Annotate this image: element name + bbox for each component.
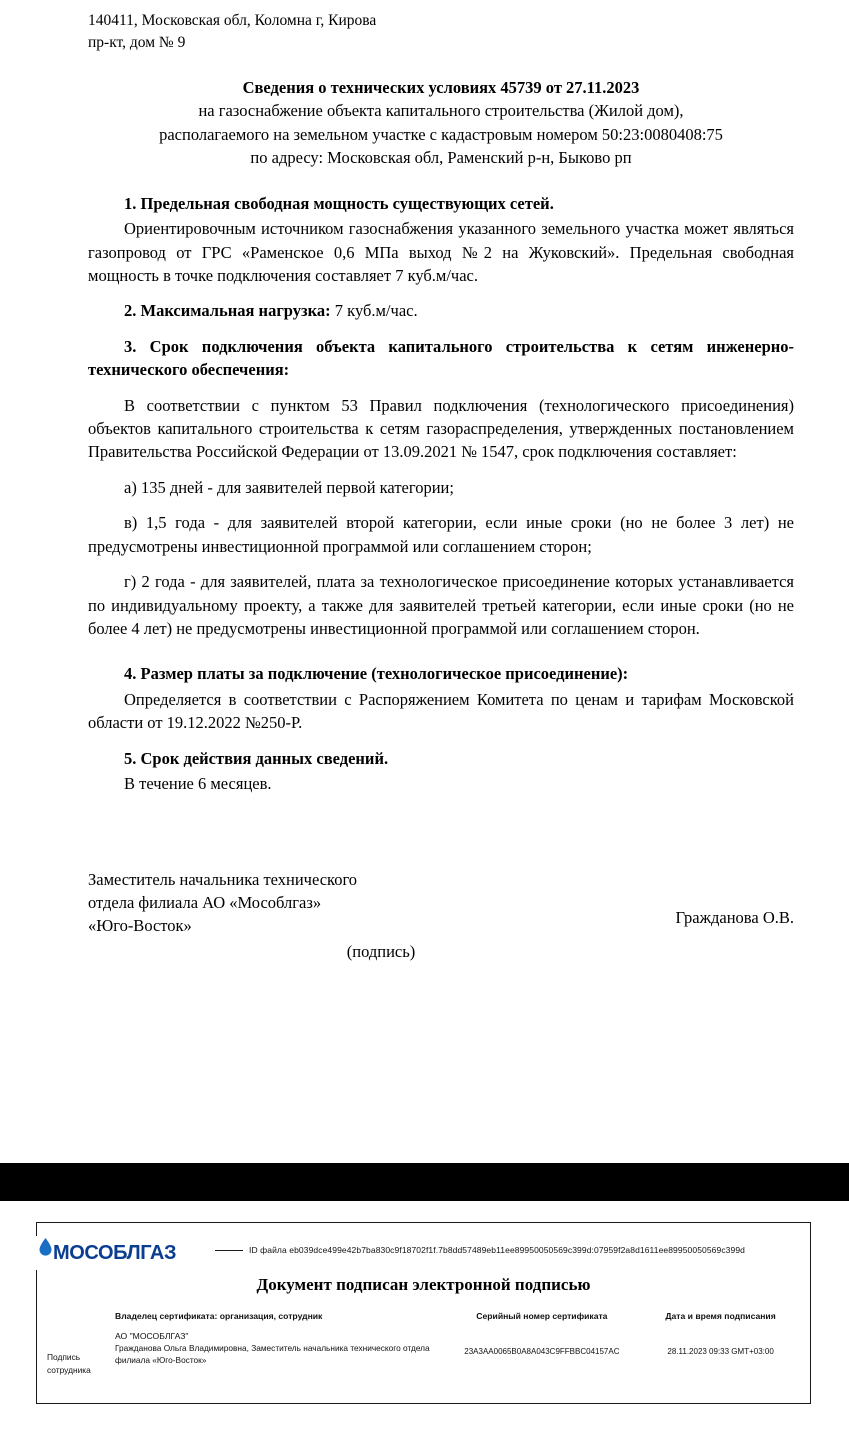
section-2-heading-text: 2. Максимальная нагрузка:: [124, 301, 331, 321]
address-line-1: 140411, Московская обл, Коломна г, Кирова: [88, 12, 377, 29]
subtitle-line-1: на газоснабжение объекта капитального строительства (Жилой дом),: [198, 101, 684, 121]
owner-organization: АО "МОСОБЛГАЗ": [115, 1331, 189, 1341]
section-5-heading: [88, 747, 794, 770]
certificate-serial: 23A3AA0065B0A8A043C9FFBBC04157AC: [464, 1347, 620, 1356]
signer-position-line-2: отдела филиала АО «Мособлгаз»: [88, 892, 322, 912]
section-4-heading-text: 4. Размер платы за подключение (технологическое присоединение):: [124, 664, 629, 684]
section-3-heading-text: 3. Срок подключения объекта капитального строительства к сетям инженерно-технического обеспечения:: [88, 336, 794, 380]
gas-drop-icon: [39, 1238, 52, 1256]
signature-caption: (подпись): [346, 941, 416, 961]
logo-text: МОСОБЛГАЗ: [53, 1241, 177, 1264]
stamp-table-header: [112, 1311, 800, 1321]
section-2: [88, 299, 794, 322]
column-header-serial: Серийный номер сертификата: [476, 1311, 608, 1321]
owner-person: Гражданова Ольга Владимировна, Заместитель начальника технического отдела филиала «Юго-Восток»: [115, 1343, 430, 1366]
file-id-text: ID файла eb039dce499e42b7ba830c9f18702f1f.7b8dd57489eb11ee89950050569c399d:07959f2a8d1611ee89950050569c399d: [249, 1245, 745, 1255]
employee-signature-label-line-1: Подпись: [47, 1352, 81, 1362]
section-5-body: В течение 6 месяцев.: [124, 774, 272, 794]
signed-datetime: 28.11.2023 09:33 GMT+03:00: [667, 1347, 774, 1356]
section-3-item-1: а) 135 дней - для заявителей первой категории;: [124, 477, 454, 497]
file-id-line: [215, 1245, 802, 1255]
mosoblgaz-logo: [35, 1236, 233, 1270]
address-header: [88, 10, 794, 54]
section-3-heading: [88, 335, 794, 382]
section-5-heading-text: 5. Срок действия данных сведений.: [124, 748, 389, 768]
signer-position-line-3: «Юго-Восток»: [88, 916, 192, 936]
employee-signature-label: [47, 1351, 91, 1376]
column-header-owner: Владелец сертификата: организация, сотрудник: [115, 1311, 323, 1321]
signer-position-line-1: Заместитель начальника технического: [88, 869, 358, 889]
electronic-signature-stamp: [36, 1222, 811, 1404]
subtitle-line-3: по адресу: Московская обл, Раменский р-н, Быково рп: [250, 148, 632, 168]
section-3-item-3: г) 2 года - для заявителей, плата за технологическое присоединение которых устанавливается по индивидуальному проекту, а также для заявителей третьей категории, если иные сроки (но не более 4 лет) не предусмотрены инвестиционной программой или соглашением сторон.: [88, 572, 794, 639]
section-4-heading: [88, 662, 794, 685]
title-block: [88, 76, 794, 170]
subtitle-line-2: располагаемого на земельном участке с кадастровым номером 50:23:0080408:75: [159, 124, 723, 144]
section-2-body: 7 куб.м/час.: [334, 301, 418, 321]
document-title: Сведения о технических условиях 45739 от 27.11.2023: [242, 78, 640, 97]
owner-cell: [112, 1330, 443, 1366]
section-3-body: В соответствии с пунктом 53 Правил подключения (технологического присоединения) объектов капитального строительства к сетям газораспределения, утвержденных постановлением Правительства Российской Федерации от 13.09.2021 № 1547, срок подключения составляет:: [88, 395, 794, 462]
stamp-table-row: [112, 1330, 800, 1366]
section-1-heading: [88, 192, 794, 215]
section-1-heading-text: 1. Предельная свободная мощность существующих сетей.: [124, 193, 554, 213]
section-1-body: Ориентировочным источником газоснабжения указанного земельного участка может являться газопровод от ГРС «Раменское 0,6 МПа выход №2 на Жуковский». Предельная свободная мощность в точке подключения составляет 7 куб.м/час.: [88, 219, 794, 285]
section-3-item-2: в) 1,5 года - для заявителей второй категории, если иные сроки (но не более 3 лет) не предусмотрены инвестиционной программой или соглашением сторон;: [88, 513, 794, 556]
column-header-date: Дата и время подписания: [665, 1311, 776, 1321]
stamp-border-box: [36, 1222, 811, 1404]
stamp-title: Документ подписан электронной подписью: [256, 1275, 591, 1294]
signer-name: Гражданова О.В.: [675, 907, 794, 927]
address-line-2: пр-кт, дом № 9: [88, 34, 186, 51]
employee-signature-label-line-2: сотрудника: [47, 1364, 91, 1375]
page-separator-bar: [0, 1163, 849, 1201]
stamp-table: [112, 1311, 800, 1366]
signer-position: [88, 868, 418, 938]
id-rule: [215, 1250, 243, 1251]
section-4-body: Определяется в соответствии с Распоряжением Комитета по ценам и тарифам Московской области от 19.12.2022 №250-Р.: [88, 689, 794, 733]
signature-block: [88, 868, 794, 964]
